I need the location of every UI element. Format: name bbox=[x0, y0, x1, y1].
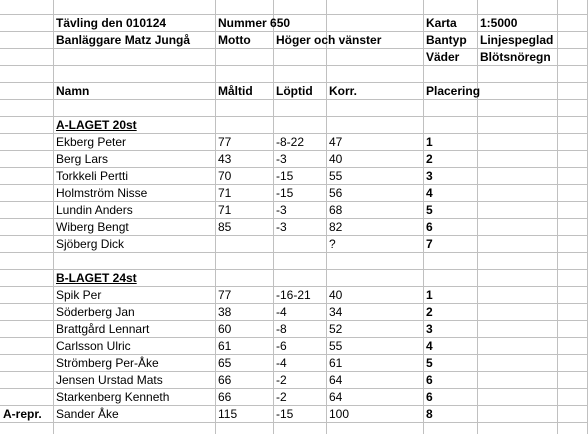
row-prefix-label[interactable] bbox=[0, 287, 53, 304]
goal-time-cell[interactable]: 85 bbox=[218, 220, 232, 234]
row-prefix-label[interactable] bbox=[0, 338, 53, 355]
goal-time-cell[interactable]: 71 bbox=[218, 186, 232, 200]
row-prefix-label[interactable] bbox=[0, 355, 53, 372]
placement-cell[interactable]: 1 bbox=[426, 288, 433, 302]
goal-time-cell[interactable]: 115 bbox=[218, 407, 238, 421]
row-prefix-label[interactable] bbox=[0, 372, 53, 389]
goal-time-cell[interactable]: 77 bbox=[218, 288, 232, 302]
placement-cell[interactable]: 3 bbox=[426, 169, 433, 183]
corr-cell[interactable]: 64 bbox=[329, 373, 343, 387]
placement-cell[interactable]: 2 bbox=[426, 152, 433, 166]
player-name[interactable]: Ekberg Peter bbox=[56, 135, 127, 149]
course-type-label[interactable]: Bantyp bbox=[426, 33, 467, 47]
placement-cell[interactable]: 7 bbox=[426, 237, 433, 251]
corr-cell[interactable]: 40 bbox=[329, 288, 343, 302]
corr-cell[interactable]: 64 bbox=[329, 390, 343, 404]
corr-cell[interactable]: 82 bbox=[329, 220, 343, 234]
column-header-run-time[interactable]: Löptid bbox=[276, 84, 313, 98]
motto-value[interactable]: Höger och vänster bbox=[276, 33, 382, 47]
corr-cell[interactable]: 52 bbox=[329, 322, 343, 336]
player-name[interactable]: Holmström Nisse bbox=[56, 186, 148, 200]
run-time-cell[interactable] bbox=[273, 236, 326, 253]
run-time-cell[interactable]: -8-22 bbox=[276, 135, 305, 149]
column-header-goal-time[interactable]: Måltid bbox=[218, 84, 253, 98]
team-b-title[interactable]: B-LAGET 24st bbox=[56, 271, 137, 285]
run-time-cell[interactable]: -2 bbox=[276, 390, 287, 404]
goal-time-cell[interactable]: 43 bbox=[218, 152, 232, 166]
player-name[interactable]: Berg Lars bbox=[56, 152, 109, 166]
placement-cell[interactable]: 6 bbox=[426, 373, 433, 387]
player-name[interactable]: Torkkeli Pertti bbox=[56, 169, 129, 183]
run-time-cell[interactable]: -3 bbox=[276, 152, 287, 166]
placement-cell[interactable]: 1 bbox=[426, 135, 433, 149]
placement-cell[interactable]: 4 bbox=[426, 339, 433, 353]
number-label[interactable]: Nummer 650 bbox=[218, 16, 291, 30]
corr-cell[interactable]: 68 bbox=[329, 203, 343, 217]
placement-cell[interactable]: 5 bbox=[426, 203, 433, 217]
goal-time-cell[interactable]: 61 bbox=[218, 339, 232, 353]
competition-label[interactable]: Tävling den 010124 bbox=[56, 16, 167, 30]
run-time-cell[interactable]: -15 bbox=[276, 407, 294, 421]
player-name[interactable]: Strömberg Per-Åke bbox=[56, 356, 159, 370]
row-prefix-label[interactable]: A-repr. bbox=[3, 407, 42, 421]
run-time-cell[interactable]: -16-21 bbox=[276, 288, 311, 302]
placement-cell[interactable]: 4 bbox=[426, 186, 433, 200]
team-a-title[interactable]: A-LAGET 20st bbox=[56, 118, 137, 132]
player-name[interactable]: Lundin Anders bbox=[56, 203, 133, 217]
corr-cell[interactable]: 61 bbox=[329, 356, 343, 370]
player-name[interactable]: Spik Per bbox=[56, 288, 102, 302]
goal-time-cell[interactable]: 66 bbox=[218, 390, 232, 404]
placement-cell[interactable]: 5 bbox=[426, 356, 433, 370]
run-time-cell[interactable]: -3 bbox=[276, 203, 287, 217]
row-prefix-label[interactable] bbox=[0, 304, 53, 321]
corr-cell[interactable]: 100 bbox=[329, 407, 350, 421]
goal-time-cell[interactable]: 77 bbox=[218, 135, 232, 149]
run-time-cell[interactable]: -3 bbox=[276, 220, 287, 234]
placement-cell[interactable]: 2 bbox=[426, 305, 433, 319]
player-name[interactable]: Sjöberg Dick bbox=[56, 237, 125, 251]
motto-label[interactable]: Motto bbox=[218, 33, 251, 47]
player-name[interactable]: Carlsson Ulric bbox=[56, 339, 131, 353]
corr-cell[interactable]: 47 bbox=[329, 135, 343, 149]
weather-label[interactable]: Väder bbox=[426, 50, 460, 64]
weather-value[interactable]: Blötsnöregn bbox=[480, 50, 551, 64]
run-time-cell[interactable]: -15 bbox=[276, 186, 294, 200]
course-type-value[interactable]: Linjespeglad bbox=[480, 33, 554, 47]
course-setter-label[interactable]: Banläggare Matz Jungå bbox=[56, 33, 191, 47]
column-header-placement[interactable]: Placering bbox=[426, 84, 481, 98]
corr-cell[interactable]: 40 bbox=[329, 152, 343, 166]
column-header-name[interactable]: Namn bbox=[56, 84, 90, 98]
corr-cell[interactable]: 55 bbox=[329, 169, 343, 183]
goal-time-cell[interactable]: 71 bbox=[218, 203, 232, 217]
goal-time-cell[interactable] bbox=[215, 236, 273, 253]
corr-cell[interactable]: 34 bbox=[329, 305, 343, 319]
goal-time-cell[interactable]: 60 bbox=[218, 322, 232, 336]
corr-cell[interactable]: 56 bbox=[329, 186, 343, 200]
placement-cell[interactable]: 6 bbox=[426, 390, 433, 404]
player-name[interactable]: Jensen Urstad Mats bbox=[56, 373, 163, 387]
map-value[interactable]: 1:5000 bbox=[480, 16, 518, 30]
column-header-corr[interactable]: Korr. bbox=[329, 84, 358, 98]
corr-cell[interactable]: ? bbox=[329, 237, 336, 251]
run-time-cell[interactable]: -15 bbox=[276, 169, 294, 183]
player-name[interactable]: Söderberg Jan bbox=[56, 305, 135, 319]
goal-time-cell[interactable]: 38 bbox=[218, 305, 232, 319]
goal-time-cell[interactable]: 65 bbox=[218, 356, 232, 370]
row-prefix-label[interactable] bbox=[0, 389, 53, 406]
placement-cell[interactable]: 3 bbox=[426, 322, 433, 336]
player-name[interactable]: Starkenberg Kenneth bbox=[56, 390, 170, 404]
goal-time-cell[interactable]: 70 bbox=[218, 169, 232, 183]
run-time-cell[interactable]: -8 bbox=[276, 322, 287, 336]
goal-time-cell[interactable]: 66 bbox=[218, 373, 232, 387]
placement-cell[interactable]: 6 bbox=[426, 220, 433, 234]
placement-cell[interactable]: 8 bbox=[426, 407, 433, 421]
player-name[interactable]: Brattgård Lennart bbox=[56, 322, 150, 336]
corr-cell[interactable]: 55 bbox=[329, 339, 343, 353]
map-label[interactable]: Karta bbox=[426, 16, 457, 30]
row-prefix-label[interactable] bbox=[0, 321, 53, 338]
player-name[interactable]: Sander Åke bbox=[56, 407, 119, 421]
run-time-cell[interactable]: -2 bbox=[276, 373, 287, 387]
run-time-cell[interactable]: -6 bbox=[276, 339, 287, 353]
run-time-cell[interactable]: -4 bbox=[276, 305, 287, 319]
player-name[interactable]: Wiberg Bengt bbox=[56, 220, 129, 234]
run-time-cell[interactable]: -4 bbox=[276, 356, 287, 370]
